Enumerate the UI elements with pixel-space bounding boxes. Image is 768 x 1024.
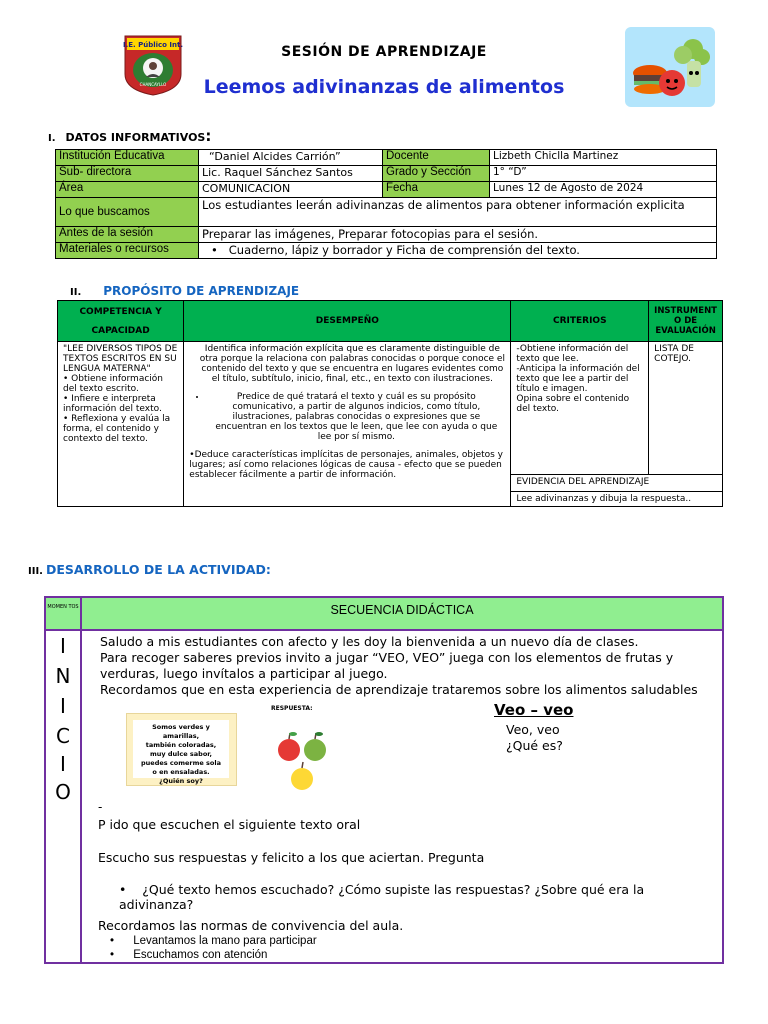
docente-value: Lizbeth Chiclla Martinez [490,150,717,166]
evidencia-label: EVIDENCIA DEL APRENDIZAJE [511,475,723,492]
institucion-label: Institución Educativa [56,150,199,166]
header-competencia: COMPETENCIA Y CAPACIDAD [58,301,184,342]
inicio-letter: I [60,694,66,718]
grado-value: 1° “D” [490,166,717,182]
inicio-letter: I [60,634,66,658]
paragraph: Recordamos que en esta experiencia de aprendizaje trataremos sobre los alimentos saludables [100,682,698,697]
antes-label: Antes de la sesión [56,227,199,243]
subdirectora-label: Sub- directora [56,166,199,182]
buscamos-value: Los estudiantes leerán adivinanzas de alimentos para obtener información explicita [199,198,717,227]
question-item: • ¿Qué texto hemos escuchado? ¿Cómo supiste las respuestas? ¿Sobre qué era la adivinanza? [119,882,645,912]
fecha-label: Fecha [383,182,490,198]
paragraph: P ido que escuchen el siguiente texto oral [98,817,361,832]
food-characters-illustration [625,27,715,107]
riddle-card [126,713,237,786]
logo-text: I.E. Público Int. [123,41,183,49]
apples-icon [274,730,330,794]
materiales-label: Materiales o recursos [56,243,199,259]
desempeno-item: Identifica información explícita que es claramente distinguible de otra porque la relaciona con palabras conocidas o porque conoce el contenido del texto y que se encuentra en lugares evidentes como el título, subtítulo, inicio, final, etc., en texto con ilustraciones. [199,344,505,384]
inicio-letter: N [55,664,71,688]
veo-line: ¿Qué es? [506,738,563,753]
veo-line: Veo, veo [506,722,560,737]
datos-informativos-table [55,149,717,259]
materiales-value: • Cuaderno, lápiz y borrador y Ficha de comprensión del texto. [199,243,717,259]
veo-veo-title: Veo – veo [494,701,574,719]
proposito-table [57,300,723,507]
grado-label: Grado y Sección [383,166,490,182]
inicio-letter: C [56,724,70,748]
actividad-table [44,596,724,964]
inicio-column [46,631,82,962]
desempeno-cell [184,342,511,507]
paragraph: Para recoger saberes previos invito a jugar “VEO, VEO” juega con los elementos de frutas y verduras, luego invítalos a participar al juego. [100,650,674,681]
buscamos-label: Lo que buscamos [56,198,199,227]
section-desarrollo-heading: III. DESARROLLO DE LA ACTIVIDAD: [28,562,271,577]
desempeno-item: •Deduce características implícitas de personajes, animales, objetos y lugares; así como relaciones lógicas de causa - efecto que se pueden establecer fácilmente a partir de información. [189,450,504,480]
section-datos-heading: I. DATOS INFORMATIVOS: [48,127,212,145]
norma-item: • Levantamos la mano para participar [110,935,317,947]
page-subtitle: Leemos adivinanzas de alimentos [203,76,565,98]
instrumento-cell: LISTA DE COTEJO. [649,342,723,475]
page-title: SESIÓN DE APRENDIZAJE [281,44,487,60]
secuencia-header: SECUENCIA DIDÁCTICA [82,598,722,631]
section-proposito-heading: II. PROPÓSITO DE APRENDIZAJE [70,284,300,298]
inicio-letter: I [60,752,66,776]
subdirectora-value: Lic. Raquel Sánchez Santos [199,166,383,182]
riddle-text: Somos verdes y amarillas, también coloradas, muy dulce sabor, puedes comerme sola o en ensaladas. ¿Quién soy? [133,720,229,778]
fecha-value: Lunes 12 de Agosto de 2024 [490,182,717,198]
inicio-letter: O [55,780,71,804]
logo-subtext: CHANCAYLLO [139,82,167,87]
docente-label: Docente [383,150,490,166]
header-desempeno: DESEMPEÑO [184,301,511,342]
dash-mark: - [98,800,103,814]
competencia-cell: "LEE DIVERSOS TIPOS DE TEXTOS ESCRITOS EN SU LENGUA MATERNA" • Obtiene información del texto escrito. • Infiere e interpreta información del texto. • Reflexiona y evalúa la forma, el contenido y contexto del texto. [58,342,184,507]
inicio-content [100,634,720,698]
area-value: COMUNICACION [199,182,383,198]
header-criterios: CRITERIOS [511,301,649,342]
desempeno-item: • Predice de qué tratará el texto y cuál es su propósito comunicativo, a partir de algunos indicios, como título, ilustraciones, palabras conocidas o expresiones que se encuentran en los textos que le leen, que lee con ayuda o que lee por sí mismo. [207,392,505,442]
area-label: Área [56,182,199,198]
norma-item: • Escuchamos con atención [110,949,268,961]
institucion-value: “Daniel Alcides Carrión” [199,150,383,166]
paragraph: Escucho sus respuestas y felicito a los que aciertan. Pregunta [98,850,485,865]
criterios-cell: -Obtiene información del texto que lee. -Anticipa la información del texto que lee a partir del título e imagen. Opina sobre el contenido del texto. [511,342,649,475]
respuesta-label: RESPUESTA: [271,705,313,712]
paragraph: Saludo a mis estudiantes con afecto y les doy la bienvenida a un nuevo día de clases. [100,634,639,649]
evidencia-value: Lee adivinanzas y dibuja la respuesta.. [511,492,723,507]
header-instrumento: INSTRUMENT O DE EVALUACIÓN [649,301,723,342]
antes-value: Preparar las imágenes, Preparar fotocopias para el sesión. [199,227,717,243]
paragraph: Recordamos las normas de convivencia del aula. [98,918,404,933]
momentos-header: MOMEN TOS [46,598,82,631]
